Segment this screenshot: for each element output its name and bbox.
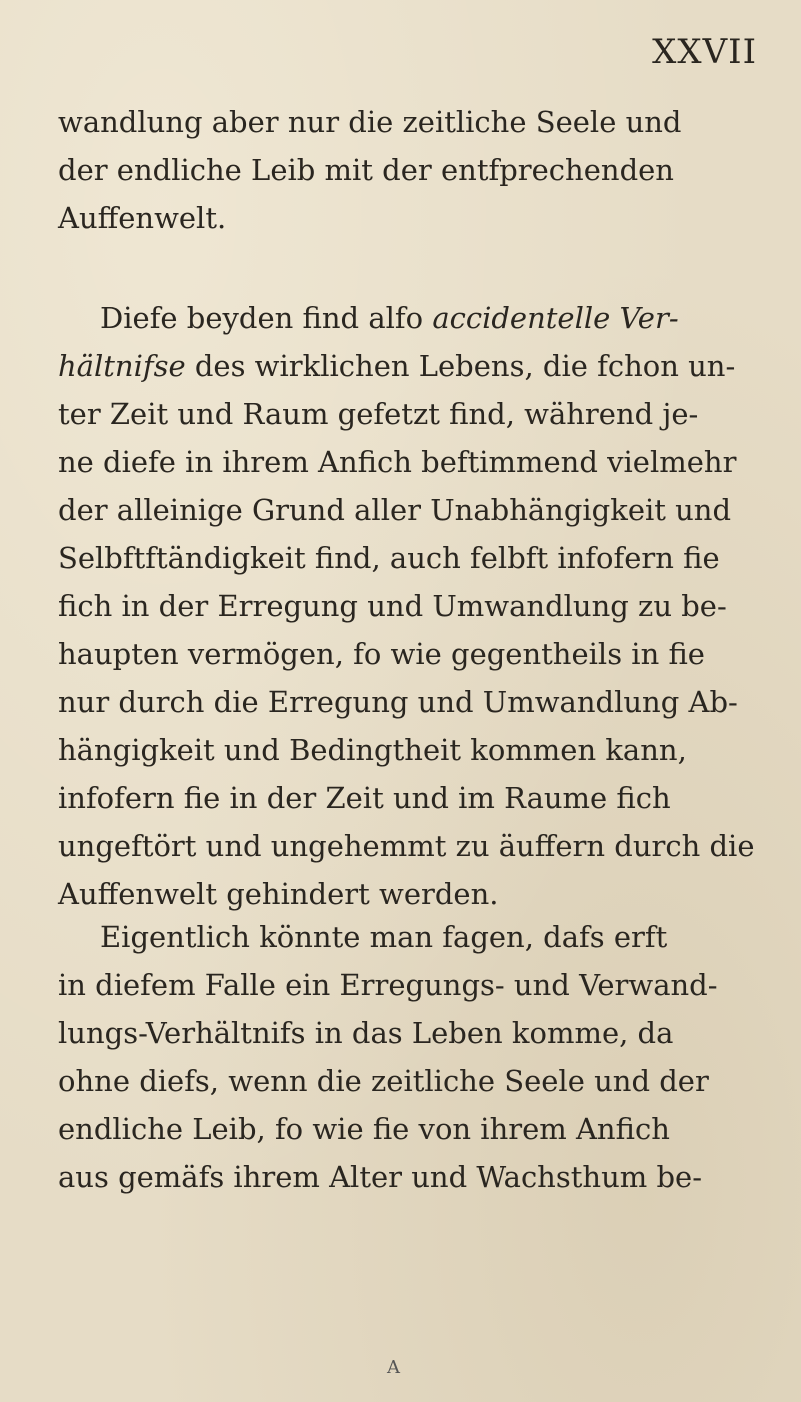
text-line: lungs-Verhältnifs in das Leben komme, da [58,1016,674,1050]
text-line: in diefem Falle ein Erregungs- und Verwand- [58,968,718,1002]
text-run: Diefe beyden find alfo [100,301,433,335]
text-line: ne diefe in ihrem Anfich beftimmend vielmehr [58,445,737,479]
text-line: endliche Leib, fo wie fie von ihrem Anfich [58,1112,670,1146]
text-line: ungeftört und ungehemmt zu äuffern durch die [58,829,755,863]
signature-mark: A [387,1357,400,1378]
text-line: infofern fie in der Zeit und im Raume fich [58,781,671,815]
text-run: des wirklichen Lebens, die fchon un- [185,349,736,383]
text-line: der alleinige Grund aller Unabhängigkeit und [58,493,732,527]
emphasized-term: hältnifse [58,349,186,383]
text-line [58,294,758,342]
text-line: Auffenwelt gehindert werden. [58,877,499,911]
text-line: aus gemäfs ihrem Alter und Wachsthum be- [58,1160,702,1194]
text-line: ohne diefs, wenn die zeitliche Seele und der [58,1064,709,1098]
page-number: XXVII [652,32,757,72]
paragraph-1 [58,98,758,242]
text-line: fich in der Erregung und Umwandlung zu be- [58,589,727,623]
text-line: der endliche Leib mit der entfprechenden [58,153,674,187]
paragraph-2 [58,294,758,918]
text-line: Eigentlich könnte man fagen, dafs erft [100,920,668,954]
text-line [58,342,758,390]
text-line: Selbftftändigkeit find, auch felbft infofern fie [58,541,720,575]
paragraph-3 [58,913,758,1201]
text-line: Auffenwelt. [58,201,227,235]
text-line: wandlung aber nur die zeitliche Seele und [58,105,682,139]
emphasized-term: accidentelle Ver- [432,301,679,335]
text-line: ter Zeit und Raum gefetzt find, während je- [58,397,699,431]
text-line: haupten vermögen, fo wie gegentheils in fie [58,637,705,671]
text-line: nur durch die Erregung und Umwandlung Ab- [58,685,738,719]
text-line: hängigkeit und Bedingtheit kommen kann, [58,733,687,767]
